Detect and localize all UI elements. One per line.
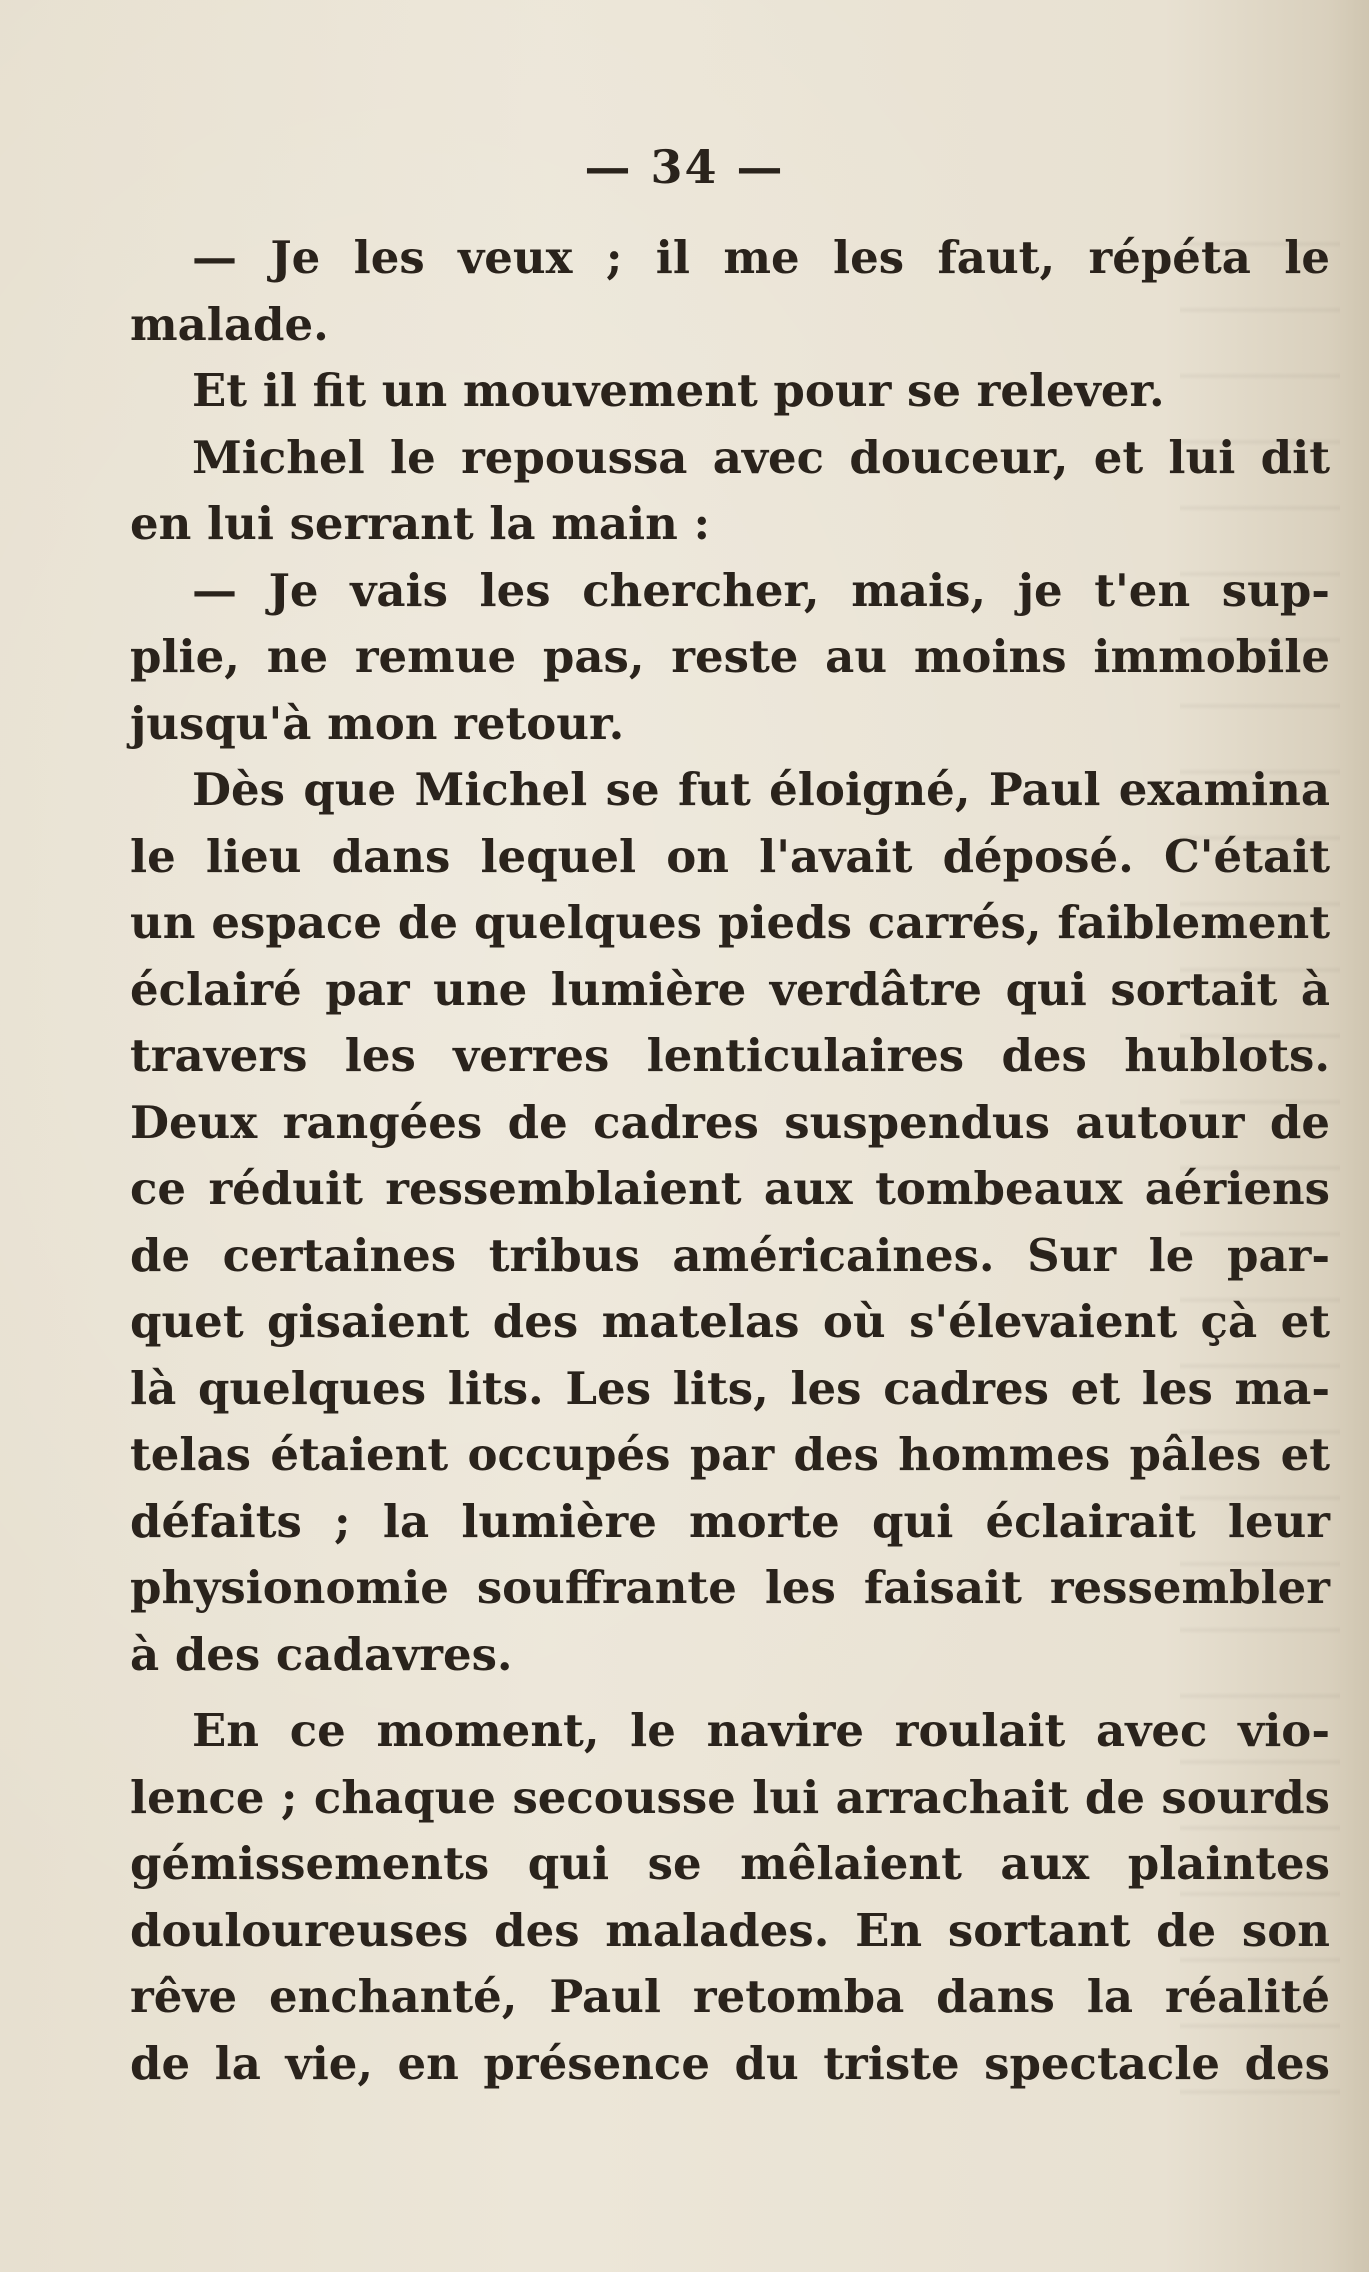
text-line: douloureuses des malades. En sortant de son [130,1903,1330,1957]
text-line: En ce moment, le navire roulait avec vio- [192,1704,1330,1757]
page-number: — 34 — [584,140,785,194]
text-line: gémissements qui se mêlaient aux plaintes [130,1837,1330,1890]
text-line: — Je les veux ; il me les faut, répéta le [192,231,1330,284]
text-line: Et il fit un mouvement pour se relever. [192,364,1165,417]
text-line: — Je vais les chercher, mais, je t'en sup- [192,563,1330,617]
text-line: le lieu dans lequel on l'avait déposé. C'était [130,829,1330,883]
text-line: un espace de quelques pieds carrés, faiblement [130,896,1330,949]
text-line: malade. [130,297,329,351]
text-line: Dès que Michel se fut éloigné, Paul examina [192,763,1330,816]
text-line: Deux rangées de cadres suspendus autour de [130,1095,1330,1149]
text-line: jusqu'à mon retour. [130,696,625,750]
text-line: de la vie, en présence du triste spectacle des [130,2036,1330,2090]
text-line: ce réduit ressemblaient aux tombeaux aériens [130,1162,1330,1215]
text-line: travers les verres lenticulaires des hublots. [130,1029,1330,1082]
text-line: rêve enchanté, Paul retomba dans la réalité [130,1970,1330,2023]
body-text [130,225,1330,2097]
text-line: défaits ; la lumière morte qui éclairait leur [130,1494,1330,1548]
text-line: lence ; chaque secousse lui arrachait de sourds [130,1770,1330,1824]
paragraph-gap [130,1688,1330,1698]
text-line: Michel le repoussa avec douceur, et lui dit [192,430,1330,484]
text-line: éclairé par une lumière verdâtre qui sortait à [130,962,1330,1016]
text-line: plie, ne remue pas, reste au moins immobile [130,630,1330,683]
text-line: en lui serrant la main : [130,497,711,550]
text-line: physionomie souffrante les faisait ressembler [130,1561,1330,1614]
text-line: quet gisaient des matelas où s'élevaient çà et [130,1295,1330,1348]
text-line: de certaines tribus américaines. Sur le par- [130,1228,1330,1282]
text-line: à des cadavres. [130,1627,513,1681]
text-line: là quelques lits. Les lits, les cadres et les ma- [130,1361,1330,1415]
text-line: telas étaient occupés par des hommes pâles et [130,1428,1330,1481]
